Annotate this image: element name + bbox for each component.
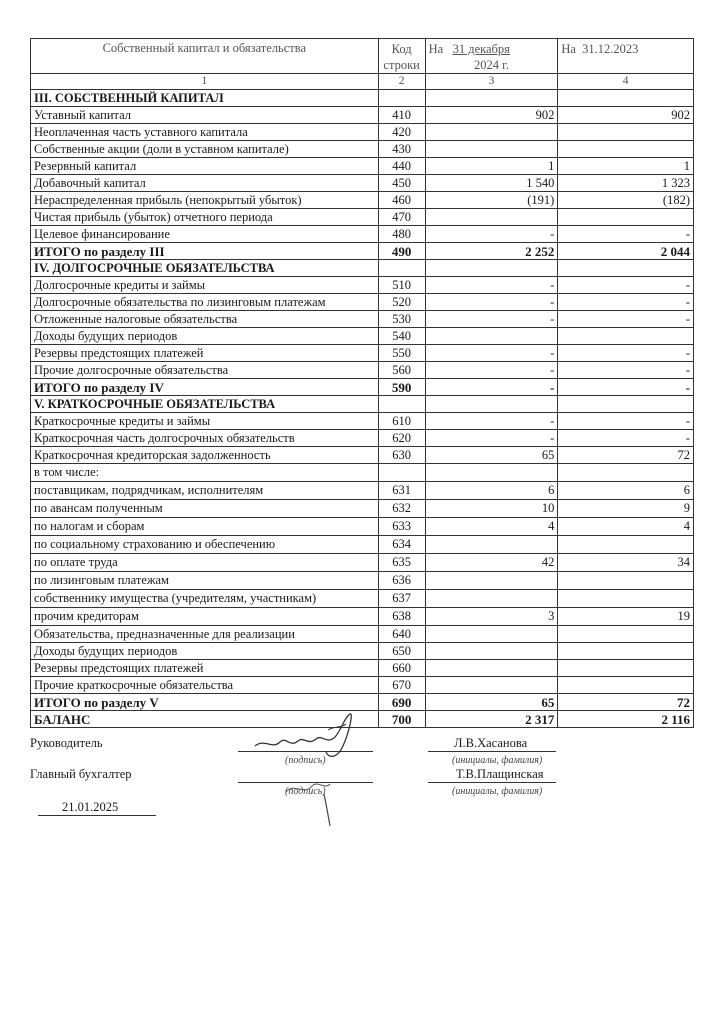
- row-value-2024-cell: -: [425, 430, 558, 447]
- row-value-2023-cell: -: [558, 430, 694, 447]
- row-value-2024-cell: 3: [425, 608, 558, 626]
- header-code-cell: [378, 39, 425, 74]
- row-name-cell: Прочие краткосрочные обязательства: [31, 677, 379, 694]
- row-name-cell: по авансам полученным: [31, 500, 379, 518]
- row-value-2024-cell: -: [425, 311, 558, 328]
- table-row: [31, 345, 694, 362]
- row-value-2024-cell: [425, 260, 558, 277]
- row-value-2024-cell: [425, 677, 558, 694]
- row-value-2024-cell: 10: [425, 500, 558, 518]
- header-code-2: строки: [383, 58, 420, 72]
- row-value-2024-cell: 6: [425, 482, 558, 500]
- row-value-2023-cell: -: [558, 311, 694, 328]
- row-name-cell: Отложенные налоговые обязательства: [31, 311, 379, 328]
- row-name-cell: Долгосрочные кредиты и займы: [31, 277, 379, 294]
- row-name-cell: по лизинговым платежам: [31, 572, 379, 590]
- row-value-2023-cell: [558, 124, 694, 141]
- row-value-2023-cell: [558, 677, 694, 694]
- row-code-cell: 700: [378, 711, 425, 728]
- row-name-cell: Доходы будущих периодов: [31, 328, 379, 345]
- row-value-2023-cell: [558, 464, 694, 482]
- row-value-2023-cell: -: [558, 362, 694, 379]
- row-code-cell: 410: [378, 107, 425, 124]
- row-value-2023-cell: -: [558, 277, 694, 294]
- table-row: [31, 90, 694, 107]
- row-code-cell: 690: [378, 694, 425, 711]
- table-row: [31, 175, 694, 192]
- row-value-2024-cell: [425, 572, 558, 590]
- row-value-2024-cell: [425, 90, 558, 107]
- row-value-2023-cell: -: [558, 379, 694, 396]
- row-value-2023-cell: 1: [558, 158, 694, 175]
- row-code-cell: 460: [378, 192, 425, 209]
- director-sign-caption: (подпись): [285, 755, 326, 766]
- table-row: [31, 572, 694, 590]
- row-name-cell: Прочие долгосрочные обязательства: [31, 362, 379, 379]
- accountant-name: Т.В.Плащинская: [456, 767, 544, 781]
- header-period-1: На 31 декабря 2024 г.: [425, 39, 558, 74]
- row-value-2023-cell: [558, 141, 694, 158]
- row-code-cell: 630: [378, 447, 425, 464]
- row-name-cell: Долгосрочные обязательства по лизинговым платежам: [31, 294, 379, 311]
- row-code-cell: 540: [378, 328, 425, 345]
- row-name-cell: Целевое финансирование: [31, 226, 379, 243]
- row-code-cell: 490: [378, 243, 425, 260]
- accountant-signature-scribble: [280, 770, 350, 830]
- row-value-2023-cell: 4: [558, 518, 694, 536]
- row-value-2023-cell: (182): [558, 192, 694, 209]
- accountant-name-caption: (инициалы, фамилия): [452, 786, 543, 797]
- table-row: [31, 482, 694, 500]
- row-value-2023-cell: [558, 260, 694, 277]
- row-code-cell: 633: [378, 518, 425, 536]
- row-value-2023-cell: [558, 209, 694, 226]
- table-row: [31, 430, 694, 447]
- row-code-cell: 470: [378, 209, 425, 226]
- row-value-2024-cell: 65: [425, 447, 558, 464]
- row-value-2023-cell: [558, 626, 694, 643]
- table-row: [31, 209, 694, 226]
- row-code-cell: [378, 464, 425, 482]
- row-value-2023-cell: -: [558, 345, 694, 362]
- accountant-name-line: [428, 782, 556, 783]
- table-row: [31, 464, 694, 482]
- row-code-cell: 637: [378, 590, 425, 608]
- table-row: [31, 243, 694, 260]
- row-code-cell: 650: [378, 643, 425, 660]
- row-value-2024-cell: [425, 328, 558, 345]
- row-code-cell: [378, 90, 425, 107]
- row-value-2023-cell: -: [558, 294, 694, 311]
- row-code-cell: 440: [378, 158, 425, 175]
- row-code-cell: 420: [378, 124, 425, 141]
- row-value-2023-cell: [558, 536, 694, 554]
- row-name-cell: Доходы будущих периодов: [31, 643, 379, 660]
- row-code-cell: 636: [378, 572, 425, 590]
- row-value-2023-cell: 2 116: [558, 711, 694, 728]
- row-value-2023-cell: [558, 590, 694, 608]
- row-name-cell: Чистая прибыль (убыток) отчетного периода: [31, 209, 379, 226]
- row-value-2024-cell: [425, 209, 558, 226]
- row-name-cell: Обязательства, предназначенные для реализации: [31, 626, 379, 643]
- balance-table: [30, 38, 694, 728]
- row-value-2024-cell: 2 252: [425, 243, 558, 260]
- row-value-2024-cell: -: [425, 294, 558, 311]
- row-value-2024-cell: 2 317: [425, 711, 558, 728]
- row-code-cell: 634: [378, 536, 425, 554]
- row-code-cell: [378, 260, 425, 277]
- row-code-cell: 510: [378, 277, 425, 294]
- row-value-2024-cell: 1: [425, 158, 558, 175]
- row-value-2023-cell: 902: [558, 107, 694, 124]
- table-row: [31, 311, 694, 328]
- row-value-2024-cell: 4: [425, 518, 558, 536]
- row-code-cell: 590: [378, 379, 425, 396]
- row-code-cell: 632: [378, 500, 425, 518]
- row-value-2024-cell: 1 540: [425, 175, 558, 192]
- row-name-cell: Неоплаченная часть уставного капитала: [31, 124, 379, 141]
- row-value-2024-cell: -: [425, 345, 558, 362]
- table-row: [31, 226, 694, 243]
- row-code-cell: 638: [378, 608, 425, 626]
- date-line: [38, 815, 156, 816]
- table-row: [31, 711, 694, 728]
- row-name-cell: Краткосрочная часть долгосрочных обязательств: [31, 430, 379, 447]
- row-name-cell: в том числе:: [31, 464, 379, 482]
- table-row: [31, 536, 694, 554]
- accountant-sign-caption: (подпись): [285, 786, 326, 797]
- table-row: [31, 677, 694, 694]
- row-code-cell: 635: [378, 554, 425, 572]
- row-value-2023-cell: [558, 90, 694, 107]
- row-name-cell: Уставный капитал: [31, 107, 379, 124]
- director-signature-scribble: [250, 708, 360, 768]
- row-name-cell: IV. ДОЛГОСРОЧНЫЕ ОБЯЗАТЕЛЬСТВА: [31, 260, 379, 277]
- row-name-cell: ИТОГО по разделу III: [31, 243, 379, 260]
- row-value-2023-cell: 72: [558, 694, 694, 711]
- director-name-caption: (инициалы, фамилия): [452, 755, 543, 766]
- row-name-cell: Добавочный капитал: [31, 175, 379, 192]
- row-code-cell: 670: [378, 677, 425, 694]
- row-value-2023-cell: 72: [558, 447, 694, 464]
- row-name-cell: ИТОГО по разделу IV: [31, 379, 379, 396]
- table-row: [31, 590, 694, 608]
- table-row: [31, 362, 694, 379]
- table-row: [31, 447, 694, 464]
- director-name: Л.В.Хасанова: [454, 736, 528, 750]
- row-value-2024-cell: -: [425, 226, 558, 243]
- row-value-2024-cell: -: [425, 277, 558, 294]
- row-name-cell: Нераспределенная прибыль (непокрытый убыток): [31, 192, 379, 209]
- row-name-cell: ИТОГО по разделу V: [31, 694, 379, 711]
- row-name-cell: собственнику имущества (учредителям, участникам): [31, 590, 379, 608]
- row-code-cell: [378, 396, 425, 413]
- row-code-cell: 520: [378, 294, 425, 311]
- table-row: [31, 107, 694, 124]
- row-value-2023-cell: [558, 328, 694, 345]
- table-row: [31, 396, 694, 413]
- row-value-2023-cell: 34: [558, 554, 694, 572]
- row-value-2024-cell: [425, 643, 558, 660]
- row-value-2024-cell: [425, 396, 558, 413]
- row-value-2023-cell: [558, 643, 694, 660]
- table-row: [31, 518, 694, 536]
- row-code-cell: 480: [378, 226, 425, 243]
- header-code-1: Код: [391, 42, 412, 56]
- table-row: [31, 694, 694, 711]
- table-row: [31, 192, 694, 209]
- table-row: [31, 277, 694, 294]
- row-code-cell: 640: [378, 626, 425, 643]
- row-value-2024-cell: -: [425, 362, 558, 379]
- row-code-cell: 660: [378, 660, 425, 677]
- row-value-2023-cell: 9: [558, 500, 694, 518]
- row-code-cell: 560: [378, 362, 425, 379]
- row-name-cell: по налогам и сборам: [31, 518, 379, 536]
- row-name-cell: III. СОБСТВЕННЫЙ КАПИТАЛ: [31, 90, 379, 107]
- table-row: [31, 660, 694, 677]
- row-value-2023-cell: 2 044: [558, 243, 694, 260]
- director-label: Руководитель: [30, 736, 103, 750]
- row-value-2023-cell: [558, 660, 694, 677]
- table-row: [31, 413, 694, 430]
- column-index-row: 1 2 3 4: [31, 74, 694, 90]
- table-row: [31, 554, 694, 572]
- row-value-2023-cell: [558, 396, 694, 413]
- table-row: [31, 500, 694, 518]
- table-row: [31, 124, 694, 141]
- row-value-2023-cell: 19: [558, 608, 694, 626]
- row-value-2024-cell: (191): [425, 192, 558, 209]
- table-row: [31, 328, 694, 345]
- row-value-2024-cell: [425, 660, 558, 677]
- table-row: [31, 626, 694, 643]
- row-name-cell: прочим кредиторам: [31, 608, 379, 626]
- row-name-cell: поставщикам, подрядчикам, исполнителям: [31, 482, 379, 500]
- row-value-2023-cell: 6: [558, 482, 694, 500]
- row-name-cell: Собственные акции (доли в уставном капитале): [31, 141, 379, 158]
- row-code-cell: 550: [378, 345, 425, 362]
- row-code-cell: 610: [378, 413, 425, 430]
- header-name-cell: Собственный капитал и обязательства: [31, 39, 379, 74]
- table-row: [31, 294, 694, 311]
- row-name-cell: Резервы предстоящих платежей: [31, 660, 379, 677]
- row-value-2024-cell: [425, 626, 558, 643]
- row-value-2024-cell: 65: [425, 694, 558, 711]
- director-name-line: [428, 751, 556, 752]
- table-row: [31, 643, 694, 660]
- row-value-2023-cell: -: [558, 226, 694, 243]
- table-row: [31, 158, 694, 175]
- table-row: [31, 379, 694, 396]
- row-value-2024-cell: [425, 536, 558, 554]
- row-value-2023-cell: 1 323: [558, 175, 694, 192]
- row-name-cell: по оплате труда: [31, 554, 379, 572]
- row-code-cell: 430: [378, 141, 425, 158]
- row-code-cell: 631: [378, 482, 425, 500]
- row-value-2024-cell: [425, 141, 558, 158]
- row-name-cell: Резервы предстоящих платежей: [31, 345, 379, 362]
- row-value-2024-cell: -: [425, 413, 558, 430]
- header-period-2: На 31.12.2023: [558, 39, 694, 74]
- row-value-2023-cell: [558, 572, 694, 590]
- accountant-label: Главный бухгалтер: [30, 767, 132, 781]
- row-value-2024-cell: -: [425, 379, 558, 396]
- row-value-2024-cell: 902: [425, 107, 558, 124]
- row-name-cell: Краткосрочная кредиторская задолженность: [31, 447, 379, 464]
- row-code-cell: 530: [378, 311, 425, 328]
- table-row: [31, 141, 694, 158]
- row-name-cell: Краткосрочные кредиты и займы: [31, 413, 379, 430]
- row-value-2024-cell: [425, 590, 558, 608]
- row-name-cell: БАЛАНС: [31, 711, 379, 728]
- table-row: [31, 608, 694, 626]
- row-name-cell: по социальному страхованию и обеспечению: [31, 536, 379, 554]
- row-code-cell: 450: [378, 175, 425, 192]
- row-value-2023-cell: -: [558, 413, 694, 430]
- row-code-cell: 620: [378, 430, 425, 447]
- row-value-2024-cell: [425, 464, 558, 482]
- row-value-2024-cell: 42: [425, 554, 558, 572]
- row-name-cell: V. КРАТКОСРОЧНЫЕ ОБЯЗАТЕЛЬСТВА: [31, 396, 379, 413]
- row-name-cell: Резервный капитал: [31, 158, 379, 175]
- table-row: [31, 260, 694, 277]
- report-date: 21.01.2025: [62, 800, 119, 814]
- table-header-row: [31, 39, 694, 74]
- row-value-2024-cell: [425, 124, 558, 141]
